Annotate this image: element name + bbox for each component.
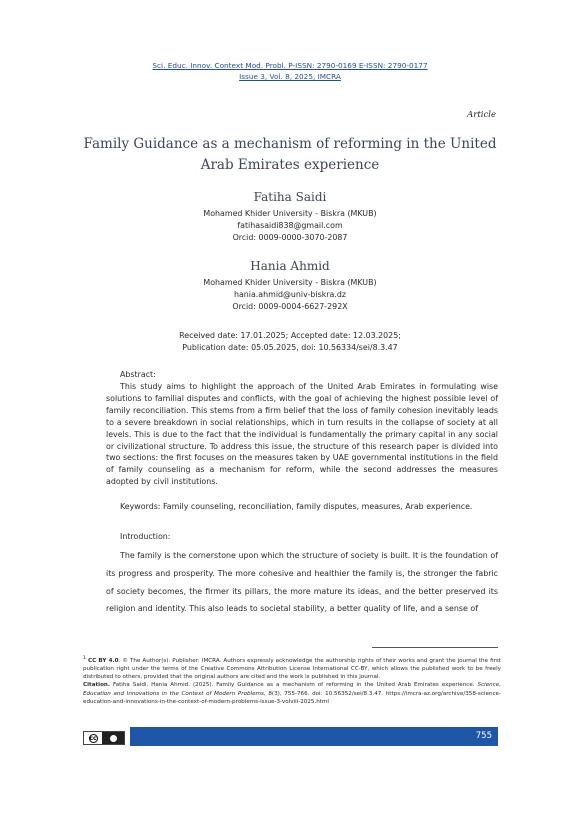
citation-journal: Science, Education and Innovations in the Context of Modern Problems — [83, 682, 501, 697]
paper-title: Family Guidance as a mechanism of reforming in the United Arab Emirates experience — [83, 136, 497, 173]
author-affiliation-2: Mohamed Khider University - Biskra (MKUB) — [203, 278, 377, 287]
abstract-label: Abstract: — [120, 370, 156, 379]
introduction-heading: Introduction: — [120, 532, 171, 541]
author-email-2[interactable]: hania.ahmid@univ-biskra.dz — [233, 290, 347, 299]
keywords: Keywords: Family counseling, reconciliation, family disputes, measures, Arab experience. — [120, 502, 473, 511]
journal-header-line-2[interactable]: Issue 3, Vol. 8, 2025, IMCRA — [239, 72, 341, 81]
footnote-divider — [372, 647, 498, 648]
received-accepted-dates: Received date: 17.01.2025; Accepted date: 12.03.2025; — [179, 331, 401, 340]
author-email-1[interactable]: fatihasaidi838@gmail.com — [237, 221, 343, 230]
author-orcid-1: Orcid: 0009-0000-3070-2087 — [232, 233, 348, 242]
author-block-1 — [0, 208, 580, 244]
page-number-bar — [130, 727, 498, 746]
author-name-1: Fatiha Saidi — [253, 190, 327, 204]
author-affiliation-1: Mohamed Khider University - Biskra (MKUB) — [203, 209, 377, 218]
author-name-2: Hania Ahmid — [250, 259, 330, 273]
license-name: CC BY 4.0 — [88, 657, 119, 664]
abstract-text: This study aims to highlight the approach of the United Arab Emirates in formulating wise solutions to familial disputes and conflicts, with the goal of achieving the highest possible level of family reconciliation. This stems from a firm belief that the loss of family cohesion inevitably leads to a severe breakdown in social relationships, which in turn results in the collapse of society at all levels. This is due to the fact that the individual is fundamentally the primary capital in any social or civilizational structure. To address this issue, the structure of this research paper is divided into two sections: the first focuses on the measures taken by UAE governmental institutions in the field of family counseling as a mechanism for reform, while the second addresses the measures adopted by civil institutions. — [106, 382, 498, 487]
footnote — [83, 655, 501, 706]
publication-dates — [0, 330, 580, 354]
publication-date-doi: Publication date: 05.05.2025, doi: 10.56334/sei/8.3.47 — [182, 343, 398, 352]
cc-by-license-badge[interactable] — [83, 731, 125, 745]
citation-rest[interactable]: , 8(3), 755-766. doi: 10.56352/sei/8.3.47. https://imcra-az.org/archive/358-science-education-and-innovations-in-the-context-of-modern-problems-issue-3-volviii-2025.html — [83, 690, 501, 705]
citation-text: Fatiha Saidi, Hania Ahmid. (2025). Family Guidance as a mechanism of reforming in the United Arab Emirates experience. — [110, 682, 478, 689]
cc-circle-icon: cc — [89, 734, 97, 742]
author-block-2 — [0, 277, 580, 313]
author-orcid-2: Orcid: 0009-0004-6627-292X — [232, 302, 348, 311]
page-number: 755 — [475, 731, 492, 741]
footnote-mark: 1 — [83, 656, 86, 661]
article-type-label: Article — [467, 110, 496, 120]
journal-header-line-1[interactable]: Sci. Educ. Innov. Context Mod. Probl. P-ISSN: 2790-0169 E-ISSN: 2790-0177 — [152, 61, 428, 70]
license-text: . © The Author(s). Publisher: IMCRA. Authors expressly acknowledge the authorship rights of their works and grant the journal the first publication right under the terms of the Creative Commons Attribution License International CC-BY, which allows the published work to be freely distributed to others, provided that the original authors are cited and the work is published in this journal. — [83, 657, 501, 681]
cc-logo-icon — [84, 732, 102, 744]
attribution-icon — [102, 732, 124, 744]
introduction-text: The family is the cornerstone upon which the structure of society is built. It is the foundation of its progress and prosperity. The more cohesive and healthier the family is, the stronger the fabric of society becomes, the firmer its pillars, the more mature its ideas, and the better preserved its religion and identity. This also leads to societal stability, a better quality of life, and a sense of — [106, 551, 498, 614]
citation-label: Citation. — [83, 682, 111, 689]
